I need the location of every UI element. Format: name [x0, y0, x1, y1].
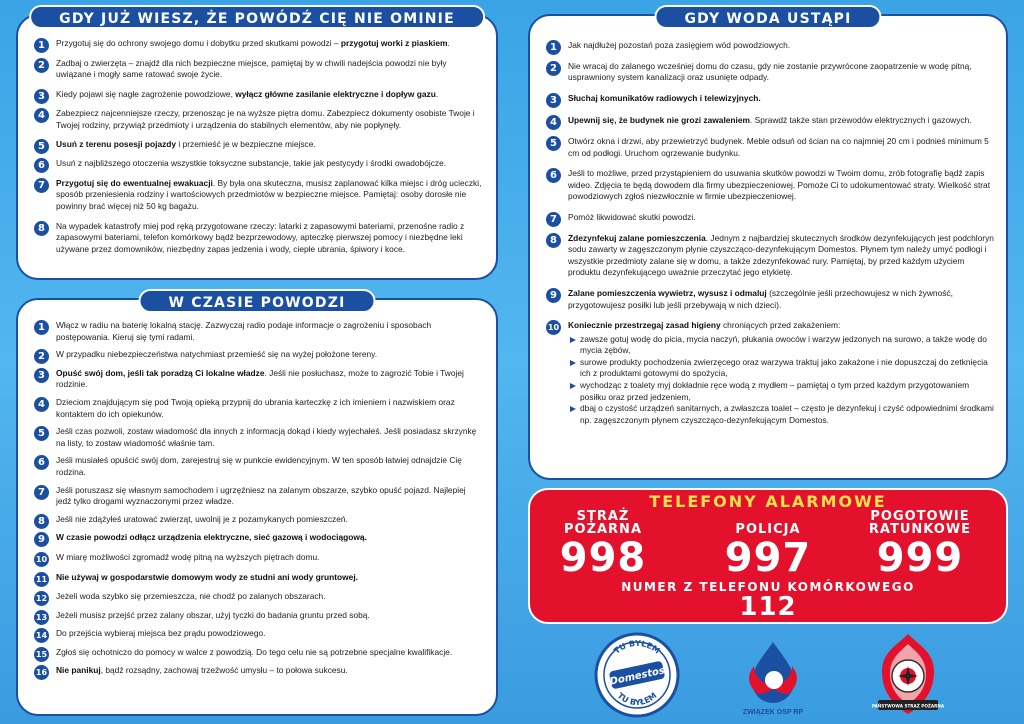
item-text: Jeśli to możliwe, przed przystąpieniem do usuwania skutków powodzi w Twoim domu, zrób fotografię bądź zapis wideo. Zdjęcia te będą dowodem dla firmy ubezpieczeniowej. Pomoże Ci to udokumentować straty. Wielkość strat powodziowych zgłoś niezwłocznie w firmie ubezpieczeniowej. [568, 168, 991, 202]
item-number-icon: 2 [546, 61, 561, 76]
list-item [546, 320, 994, 426]
item-number-icon: 5 [34, 139, 49, 154]
item-text: Zabezpiecz najcenniejsze rzeczy, przenosząc je na wyższe piętra domu. Zabezpiecz dokumenty osobiste Twoje i Twojej rodziny, przywiąż przedmioty i urządzenia do stabilnych elementów, aby nie popłynęły. [56, 108, 475, 130]
item-text: Zgłoś się ochotniczo do pomocy w walce z powodzią. Do tego celu nie są potrzebne specjalne kwalifikacje. [56, 646, 453, 657]
list-item [34, 455, 482, 478]
item-text-tail: (szczególnie jeśli przechowujesz w nich żywność, przygotowujesz posiłki lub jeśli przebywają w nich dzieci). [568, 287, 953, 310]
police-label: POLICJA [735, 522, 801, 537]
item-text: W miarę możliwości zgromadź wodę pitną na wyższych piętrach domu. [56, 551, 320, 562]
list-item [546, 61, 994, 84]
item-text-bold: Usuń z terenu posesji pojazdy [56, 138, 177, 149]
item-text-tail: , bądź rozsądny, zachowaj trzeźwość umysłu – to połowa sukcesu. [100, 665, 348, 676]
domestos-badge-icon [594, 632, 680, 718]
item-text-bold: Koniecznie przestrzegaj zasad higieny [568, 320, 721, 331]
item-text-tail: . Jednym z najbardziej skutecznych środków dezynfekujących jest podchloryn sodu zawarty w zagęszczonym płynie czyszcząco-dezynfekującym Domestos. Płynem tym należy umyć podłogi i wszystkie przedmioty zalane się w domu, a także zdezynfekować rury. Pamiętaj, by przed każdym użyciem produktu dezynfekującego uważnie przeczytać jego etykietę. [568, 232, 994, 278]
item-number-icon: 7 [34, 178, 49, 193]
item-number-icon: 5 [546, 136, 561, 151]
item-text: W przypadku niebezpieczeństwa natychmiast przemieść się na wyżej położone tereny. [56, 349, 378, 360]
item-text: Do przejścia wybieraj miejsca bez prądu powodziowego. [56, 628, 266, 639]
item-number-icon: 6 [546, 168, 561, 183]
list-item [34, 178, 482, 213]
list-item [34, 368, 482, 391]
list-during [34, 320, 482, 677]
item-text: Jeśli poruszasz się własnym samochodem i ugrzęźniesz na zalanym obszarze, szybko opuść pojazd. Najlepiej jedź tylko drogami wyznaczonymi przez władze. [56, 484, 466, 507]
item-text-tail: . Jeśli nie posłuchasz, może to zagrozić Tobie i Twojej rodzinie. [56, 367, 464, 390]
item-text-bold: Słuchaj komunikatów radiowych i telewizyjnych. [568, 92, 761, 103]
list-item [546, 233, 994, 279]
list-item [34, 572, 482, 584]
item-text-bold: Upewnij się, że budynek nie grozi zawaleniem [568, 115, 750, 126]
panel-before-flood [16, 11, 498, 280]
list-item [34, 591, 482, 603]
mobile-number: 112 [739, 592, 797, 622]
fire-label-1: STRAŻ [576, 509, 630, 524]
panel-during-flood [16, 295, 498, 716]
list-item [34, 665, 482, 677]
logos-row [528, 628, 1008, 722]
list-item [34, 158, 482, 170]
ambulance-label-1: POGOTOWIE [870, 509, 970, 524]
list-item [34, 647, 482, 659]
item-number-icon: 16 [34, 665, 49, 680]
item-number-icon: 3 [34, 368, 49, 383]
item-text-tail: i przemieść je w bezpieczne miejsce. [176, 138, 316, 149]
item-number-icon: 4 [546, 115, 561, 130]
item-text: Jak najdłużej pozostań poza zasięgiem wód powodziowych. [568, 40, 791, 50]
list-item [34, 221, 482, 256]
list-item [34, 139, 482, 151]
list-item [546, 168, 994, 203]
hygiene-point: wychodząc z toalety myj dokładnie ręce wodą z mydłem – pamiętaj o tym przed każdym przygotowaniem posiłku oraz przed jedzeniem, [568, 380, 994, 403]
item-number-icon: 11 [34, 572, 49, 587]
domestos-brand-text: Domestos [608, 665, 666, 688]
item-number-icon: 10 [34, 552, 49, 567]
item-text: Jeżeli woda szybko się przemieszcza, nie chodź po zalanych obszarach. [56, 591, 326, 602]
item-number-icon: 1 [34, 320, 49, 335]
item-number-icon: 15 [34, 647, 49, 662]
list-item [34, 38, 482, 50]
list-item [546, 40, 994, 52]
list-item [34, 397, 482, 420]
item-text-tail: . [435, 88, 439, 99]
item-number-icon: 14 [34, 628, 49, 643]
list-item [546, 136, 994, 159]
list-item [34, 426, 482, 449]
item-text: Zadbaj o zwierzęta – znajdź dla nich bezpieczne miejsce, pamiętaj by w chwili nadejścia powodzi nie były uwiązane i mogły same ratować swoje życie. [56, 57, 447, 80]
item-number-icon: 7 [546, 212, 561, 227]
list-item [546, 288, 994, 311]
list-item [34, 532, 482, 544]
item-text: Nie wracaj do zalanego wcześniej domu do czasu, gdy nie zostanie przywrócone zaopatrzenie w wodę pitną, usprawniony system kanalizacji oraz usunięte odpady. [568, 60, 972, 83]
fire-service-emblem-icon [868, 630, 948, 720]
item-number-icon: 6 [34, 455, 49, 470]
item-text-bold: Zdezynfekuj zalane pomieszczenia [568, 232, 706, 243]
item-text-bold: W czasie powodzi odłącz urządzenia elektryczne, sieć gazową i wodociągową. [56, 532, 367, 543]
item-text-tail: chroniących przed zakażeniem: [720, 320, 841, 331]
list-item [34, 485, 482, 508]
list-item [546, 93, 994, 105]
mobile-label: NUMER Z TELEFONU KOMÓRKOWEGO [621, 580, 915, 594]
item-number-icon: 5 [34, 426, 49, 441]
item-text-tail: . [447, 38, 450, 48]
domestos-bottom-text: TU BYŁEM [615, 690, 659, 708]
item-number-icon: 4 [34, 108, 49, 123]
item-text: Jeśli nie zdążyłeś uratować zwierząt, uwolnij je z pozamykanych pomieszczeń. [56, 513, 348, 524]
item-text: Przygotuj się do ochrony swojego domu i dobytku przed skutkami powodzi – [56, 38, 341, 48]
flame-drop-icon [728, 636, 818, 706]
police-service [708, 522, 828, 581]
hygiene-list [568, 334, 994, 427]
item-text: Na wypadek katastrofy miej pod ręką przygotowane rzeczy: latarki z zapasowymi bateriami, przenośne radio z zapasowymi bateriami, telefon komórkowy bądź bezprzewodowy, apteczkę pierwszej pomocy i niezbędne leki używane przez domowników, niezbędny zapas jedzenia i wody, ciepłe ubrania, śpiwory i koce. [56, 220, 465, 254]
item-text-tail: . By była ona skuteczna, musisz zaplanować kilka miejsc i dróg ucieczki, sposób przeniesienia rodziny i wartościowych przedmiotów w bezpieczne miejsce. Pamiętaj: osoby dorosłe nie powinny brać więcej niż 50 kg bagażu. [56, 177, 482, 211]
item-number-icon: 1 [546, 40, 561, 55]
item-number-icon: 2 [34, 349, 49, 364]
phones-title: TELEFONY ALARMOWE [649, 492, 887, 511]
list-item [34, 628, 482, 640]
list-item [34, 610, 482, 622]
ambulance-label-2: RATUNKOWE [868, 522, 972, 537]
hygiene-point: zawsze gotuj wodę do picia, mycia naczyń, płukania owoców i warzyw jedzonych na surowo, a także wodę do mycia zębów, [568, 334, 994, 357]
item-number-icon: 6 [34, 158, 49, 173]
list-item [34, 552, 482, 564]
hygiene-point: dbaj o czystość urządzeń sanitarnych, a zwłaszcza toalet – często je dezynfekuj i czyść odpowiednimi środkami np. zagęszczonym płynem czyszcząco-dezynfekującym Domestos. [568, 403, 994, 426]
list-item [34, 349, 482, 361]
list-item [34, 514, 482, 526]
item-text-bold: przygotuj worki z piaskiem [340, 38, 448, 48]
item-number-icon: 3 [546, 93, 561, 108]
list-item [34, 89, 482, 101]
fire-label-2: POŻARNA [563, 522, 643, 537]
item-text: Jeśli musiałeś opuścić swój dom, zarejestruj się w punkcie ewidencyjnym. W ten sposób łatwiej odnajdzie Cię rodzina. [56, 455, 462, 477]
list-before [34, 38, 482, 255]
item-number-icon: 12 [34, 591, 49, 606]
item-text-bold: Zalane pomieszczenia wywietrz, wysusz i odmaluj [568, 287, 767, 298]
emergency-phones [528, 488, 1008, 624]
item-number-icon: 13 [34, 610, 49, 625]
item-text: Pomóż likwidować skutki powodzi. [568, 211, 696, 222]
hygiene-point: surowe produkty pochodzenia zwierzęcego oraz warzywa traktuj jako zakażone i nie dopuszczaj do zetknięcia ich z produktami gotowymi do spożycia, [568, 357, 994, 380]
list-item [546, 115, 994, 127]
item-number-icon: 8 [34, 221, 49, 236]
panel-title-before: GDY JUŻ WIESZ, ŻE POWÓDŹ CIĘ NIE OMINIE [29, 5, 485, 29]
fire-service [548, 509, 658, 581]
item-number-icon: 4 [34, 397, 49, 412]
item-number-icon: 2 [34, 58, 49, 73]
item-text: Dzieciom znajdującym się pod Twoją opieką przypnij do ubrania karteczkę z ich imieniem i nazwiskiem oraz kontaktem do ich opiekunów. [56, 396, 455, 419]
ambulance-service [850, 509, 990, 581]
psp-label: PAŃSTWOWA STRAŻ POŻARNA [871, 703, 945, 709]
list-item [34, 58, 482, 81]
item-text-bold: Opuść swój dom, jeśli tak poradzą Ci lokalne władze [56, 367, 265, 378]
item-text-bold: Przygotuj się do ewentualnej ewakuacji [56, 177, 213, 188]
osp-logo [728, 636, 818, 720]
panel-title-after: GDY WODA USTĄPI [654, 5, 881, 29]
item-number-icon: 9 [34, 532, 49, 547]
item-number-icon: 1 [34, 38, 49, 53]
item-text: Kiedy pojawi się nagłe zagrożenie powodziowe, [56, 88, 236, 99]
item-number-icon: 8 [546, 233, 561, 248]
item-text-tail: . Sprawdź także stan przewodów elektrycznych i gazowych. [749, 115, 972, 126]
item-text-bold: Nie używaj w gospodarstwie domowym wody ze studni ani wody gruntowej. [56, 571, 358, 582]
list-after [546, 40, 994, 426]
osp-label: ZWIĄZEK OSP RP [742, 709, 804, 716]
item-number-icon: 9 [546, 288, 561, 303]
item-number-icon: 10 [546, 320, 561, 335]
domestos-top-text: TU BYŁEM [612, 638, 662, 656]
item-text: Otwórz okna i drzwi, aby przewietrzyć budynek. Meble odsuń od ścian na co najmniej 20 cm i podnieś minimum 5 cm od podłogi. Uruchom ogrzewanie budynku. [568, 135, 989, 158]
item-text: Usuń z najbliższego otoczenia wszystkie toksyczne substancje, takie jak pestycydy i środki owadobójcze. [56, 158, 447, 169]
item-text-bold: wyłącz główne zasilanie elektryczne i dopływ gazu [235, 88, 436, 99]
list-item [34, 320, 482, 343]
police-number: 997 [724, 535, 812, 581]
item-text: Jeżeli musisz przejść przez zalany obszar, użyj tyczki do badania gruntu przed sobą. [56, 609, 370, 620]
item-number-icon: 8 [34, 514, 49, 529]
fire-number: 998 [559, 535, 647, 581]
list-item [546, 212, 994, 224]
panel-after-flood [528, 11, 1008, 480]
item-text: Jeśli czas pozwoli, zostaw wiadomość dla innych z informacją dokąd i kiedy wyjechałeś. Jeśli posiadasz skrzynkę na listy, to zostaw wiadomość właśnie tam. [56, 426, 477, 448]
item-number-icon: 3 [34, 89, 49, 104]
item-text-bold: Nie panikuj [56, 665, 101, 676]
item-text: Włącz w radiu na baterię lokalną stację. Zazwyczaj radio podaje informacje o zagrożeniu i sposobach postępowania. Kieruj się tymi radami. [56, 320, 432, 342]
item-number-icon: 7 [34, 485, 49, 500]
panel-title-during: W CZASIE POWODZI [139, 289, 376, 313]
ambulance-number: 999 [876, 535, 964, 581]
list-item [34, 108, 482, 131]
